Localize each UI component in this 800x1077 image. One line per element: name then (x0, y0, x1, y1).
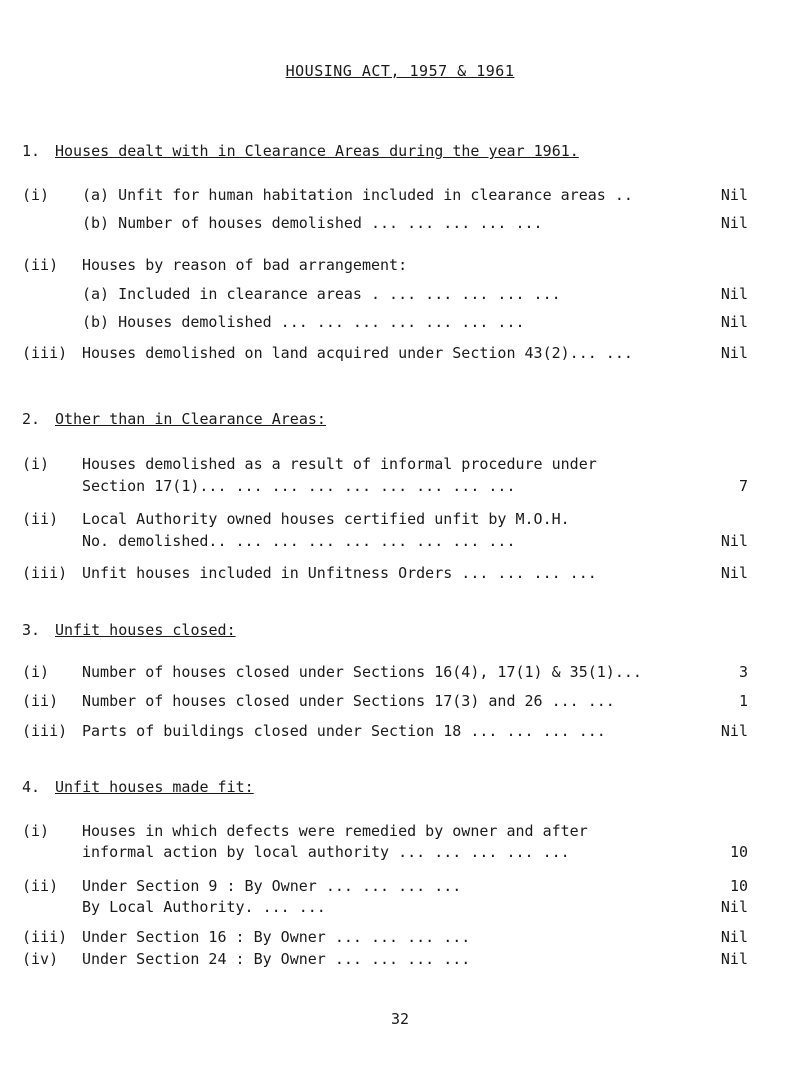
row-label: (ii) (22, 692, 59, 710)
section-3-number: 3. (22, 621, 41, 639)
page-number: 32 (390, 1010, 410, 1028)
row-label: (iv) (22, 950, 59, 968)
row-label: (i) (22, 455, 50, 473)
row-value: 1 (738, 692, 748, 710)
row-label: (iii) (22, 564, 68, 582)
row-text: Under Section 24 : By Owner ... ... ... ... (82, 950, 471, 968)
row-label: (iii) (22, 722, 68, 740)
row-text: By Local Authority. ... ... (82, 898, 326, 916)
row-text: No. demolished.. ... ... ... ... ... ... ... ... (82, 532, 516, 550)
row-text: Houses in which defects were remedied by owner and after (82, 822, 588, 840)
section-4-number: 4. (22, 778, 41, 796)
row-text: Parts of buildings closed under Section 18 ... ... ... ... (82, 722, 606, 740)
row-value: Nil (720, 344, 748, 362)
row-label: (i) (22, 663, 50, 681)
row-value: Nil (720, 186, 748, 204)
row-value: Nil (720, 564, 748, 582)
row-value: Nil (720, 722, 748, 740)
row-text: Houses demolished as a result of informal procedure under (82, 455, 597, 473)
row-label: (ii) (22, 256, 59, 274)
row-value: Nil (720, 285, 748, 303)
row-text: Under Section 16 : By Owner ... ... ... ... (82, 928, 471, 946)
row-text: (b) Number of houses demolished ... ... ... ... ... (82, 214, 543, 232)
row-label: (iii) (22, 928, 68, 946)
row-value: 3 (738, 663, 748, 681)
section-3-heading: Unfit houses closed: (55, 621, 236, 639)
row-text: Number of houses closed under Sections 17(3) and 26 ... ... (82, 692, 615, 710)
section-2-heading: Other than in Clearance Areas: (55, 410, 326, 428)
row-label: (i) (22, 186, 50, 204)
row-value: 10 (729, 877, 748, 895)
row-value: 10 (729, 843, 748, 861)
section-1-number: 1. (22, 142, 41, 160)
row-text: Houses by reason of bad arrangement: (82, 256, 408, 274)
row-text: informal action by local authority ... ... ... ... ... (82, 843, 570, 861)
row-text: Houses demolished on land acquired under Section 43(2)... ... (82, 344, 633, 362)
row-text: (a) Unfit for human habitation included in clearance areas .. (82, 186, 633, 204)
row-label: (i) (22, 822, 50, 840)
row-value: Nil (720, 950, 748, 968)
row-value: Nil (720, 214, 748, 232)
row-value: Nil (720, 532, 748, 550)
page-title: HOUSING ACT, 1957 & 1961 (285, 62, 515, 80)
row-text: Local Authority owned houses certified unfit by M.O.H. (82, 510, 570, 528)
row-text: Unfit houses included in Unfitness Orders ... ... ... ... (82, 564, 597, 582)
section-4-heading: Unfit houses made fit: (55, 778, 254, 796)
row-text: (b) Houses demolished ... ... ... ... ... ... ... (82, 313, 525, 331)
row-label: (ii) (22, 510, 59, 528)
row-label: (ii) (22, 877, 59, 895)
row-value: Nil (720, 313, 748, 331)
row-text: (a) Included in clearance areas . ... ... ... ... ... (82, 285, 561, 303)
row-value: Nil (720, 898, 748, 916)
row-value: Nil (720, 928, 748, 946)
row-text: Section 17(1)... ... ... ... ... ... ... ... ... (82, 477, 516, 495)
row-text: Under Section 9 : By Owner ... ... ... ... (82, 877, 462, 895)
section-2-number: 2. (22, 410, 41, 428)
row-value: 7 (738, 477, 748, 495)
row-label: (iii) (22, 344, 68, 362)
row-text: Number of houses closed under Sections 16(4), 17(1) & 35(1)... (82, 663, 642, 681)
section-1-heading: Houses dealt with in Clearance Areas during the year 1961. (55, 142, 579, 160)
